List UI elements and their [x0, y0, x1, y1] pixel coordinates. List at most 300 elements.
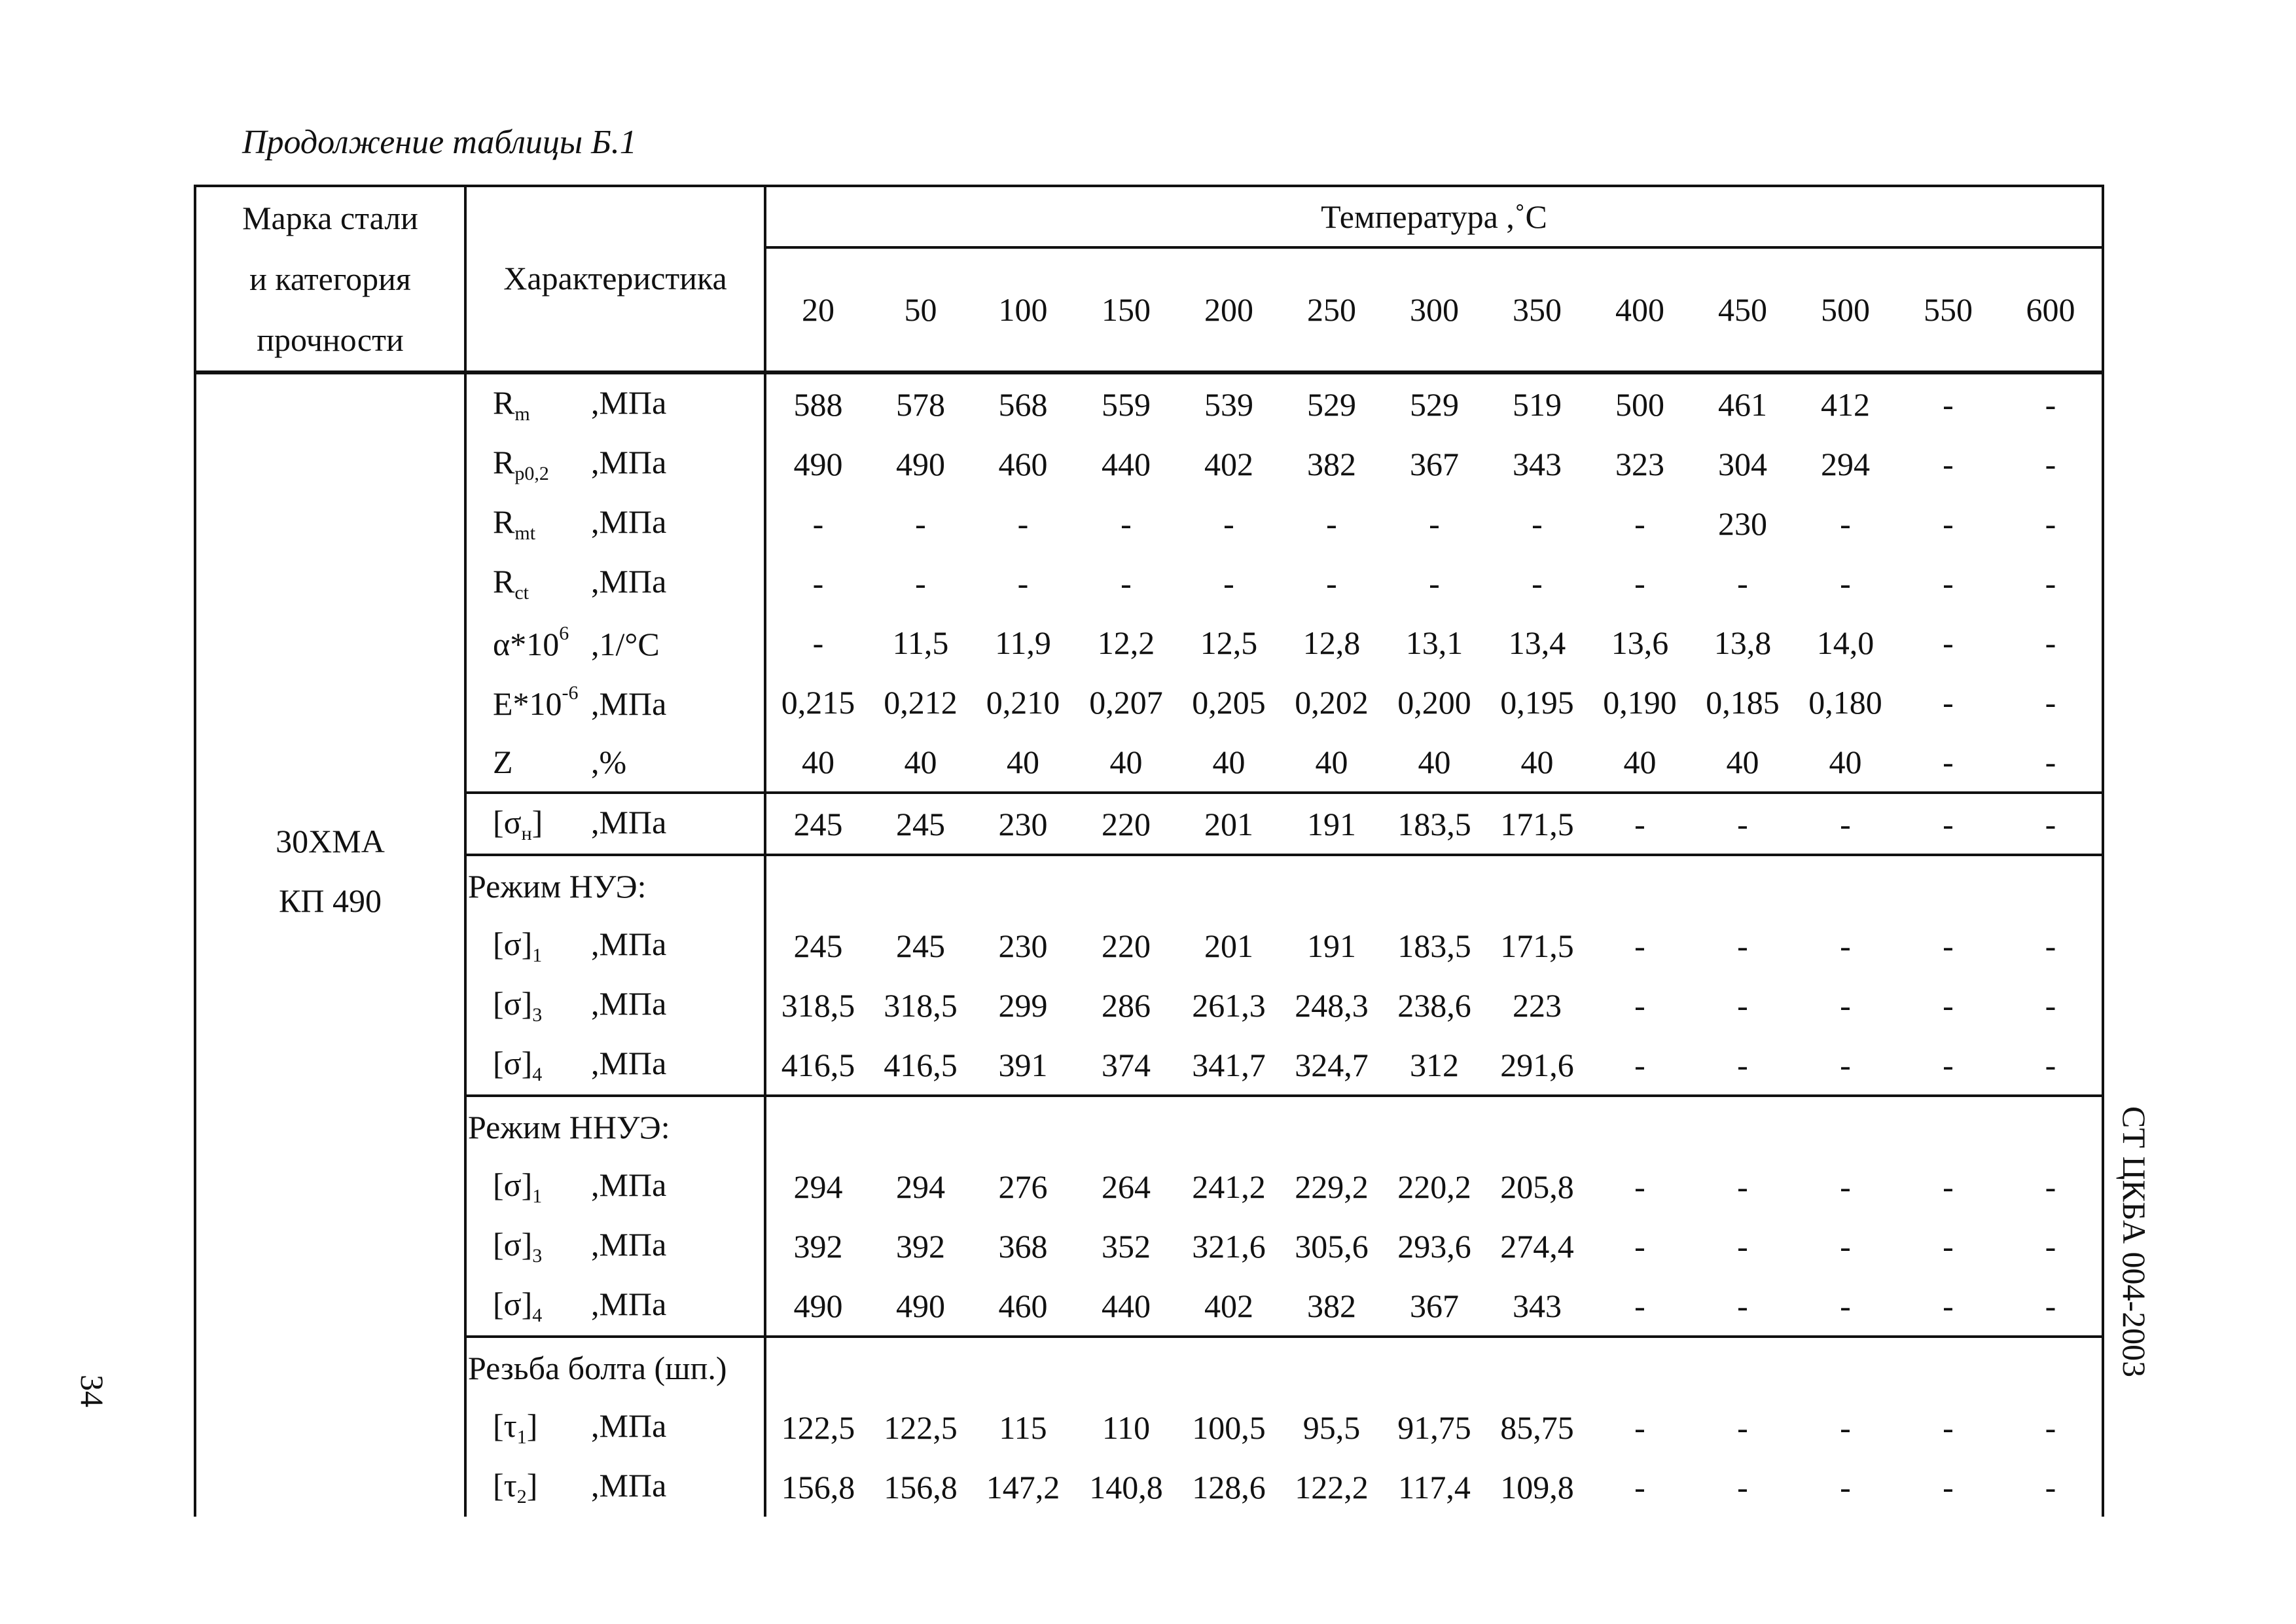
value-cell: -	[1943, 683, 1954, 721]
table-row	[195, 1157, 2103, 1216]
value-cell: 85,75	[1500, 1409, 1574, 1446]
symbol-base: [σ]	[493, 1044, 533, 1081]
value-cell: 440	[1075, 1276, 1177, 1337]
value-cell: 274,4	[1500, 1227, 1574, 1265]
characteristic-cell	[465, 1276, 765, 1337]
value-cell: 304	[1718, 445, 1767, 482]
value-cell: 305,6	[1295, 1227, 1369, 1265]
value-cell: 109,8	[1500, 1468, 1574, 1506]
table-row	[195, 916, 2103, 975]
characteristic-cell	[465, 975, 765, 1035]
value-cell: 312	[1383, 1035, 1486, 1096]
section-row	[195, 1096, 2103, 1157]
value-cell: 539	[1204, 386, 1253, 423]
value-cell: -	[2000, 494, 2103, 553]
value-cell: -	[1634, 564, 1645, 602]
value-cell: -	[2000, 434, 2103, 494]
value-cell: 122,5	[781, 1409, 855, 1446]
value-cell: -	[915, 564, 926, 602]
unit: ,МПа	[591, 443, 667, 480]
value-cell: -	[1943, 1468, 1954, 1506]
value-cell: -	[1840, 1409, 1851, 1446]
value-cell: 13,1	[1405, 624, 1463, 661]
symbol-base: [σ]	[493, 1285, 533, 1322]
unit: ,МПа	[591, 1166, 667, 1203]
table-row	[195, 975, 2103, 1035]
value-cell: 40	[1383, 732, 1486, 793]
value-cell: -	[1588, 1035, 1691, 1096]
value-cell: 245	[765, 793, 870, 855]
value-cell: 367	[1383, 1276, 1486, 1337]
value-cell: -	[1943, 986, 1954, 1024]
value-cell: -	[2000, 613, 2103, 672]
value-cell: 367	[1410, 445, 1459, 482]
value-cell: -	[1737, 564, 1748, 602]
value-cell: -	[1943, 1409, 1954, 1446]
unit: ,МПа	[591, 384, 667, 421]
value-cell: -	[2000, 975, 2103, 1035]
header-characteristic: Характеристика	[465, 186, 765, 372]
symbol-base: α*10	[493, 625, 560, 662]
value-cell: -	[1588, 793, 1691, 855]
value-cell: -	[1737, 1227, 1748, 1265]
value-cell: 223	[1513, 986, 1562, 1024]
value-cell: 11,9	[995, 624, 1051, 661]
value-cell: -	[1326, 505, 1337, 542]
symbol-subscript: 3	[532, 1244, 543, 1267]
header-temp-400: 400	[1588, 247, 1691, 372]
value-cell: 128,6	[1192, 1468, 1266, 1506]
value-cell: -	[1943, 445, 1954, 482]
value-cell: 40	[1280, 732, 1383, 793]
value-cell: 0,210	[986, 683, 1060, 721]
value-cell: 241,2	[1192, 1168, 1266, 1205]
unit: ,МПа	[591, 503, 667, 540]
value-cell: -	[1121, 505, 1132, 542]
symbol-close: ]	[531, 803, 543, 840]
value-cell: -	[812, 564, 824, 602]
value-cell: 460	[998, 445, 1048, 482]
characteristic-cell	[465, 732, 765, 793]
value-cell: 201	[1177, 793, 1280, 855]
value-cell: 245	[870, 793, 971, 855]
value-cell: 352	[1102, 1227, 1151, 1265]
value-cell: -	[1634, 986, 1645, 1024]
value-cell: -	[1634, 927, 1645, 964]
header-brand-line: Марка стали	[242, 199, 418, 236]
unit: ,МПа	[591, 984, 667, 1022]
symbol-close: ]	[526, 1407, 538, 1444]
value-cell: 368	[998, 1227, 1048, 1265]
header-temp-550: 550	[1897, 247, 2000, 372]
value-cell: -	[1943, 624, 1954, 661]
value-cell: -	[915, 505, 926, 542]
value-cell: 201	[1204, 927, 1253, 964]
section-title: Режим ННУЭ:	[465, 1096, 765, 1157]
value-cell: -	[1634, 505, 1645, 542]
value-cell: -	[1326, 564, 1337, 602]
value-cell: -	[2000, 553, 2103, 613]
value-cell: 382	[1280, 1276, 1383, 1337]
symbol-subscript: 1	[532, 944, 543, 966]
header-temp-250: 250	[1280, 247, 1383, 372]
value-cell: 171,5	[1486, 793, 1588, 855]
value-cell: 13,6	[1611, 624, 1669, 661]
value-cell: -	[1943, 505, 1954, 542]
value-cell: 291,6	[1486, 1035, 1588, 1096]
value-cell: -	[1737, 927, 1748, 964]
symbol-base: R	[493, 562, 515, 600]
value-cell: 461	[1718, 386, 1767, 423]
header-temp-300: 300	[1383, 247, 1486, 372]
value-cell: -	[1532, 564, 1543, 602]
value-cell: -	[1691, 1035, 1794, 1096]
steel-category: КП 490	[279, 882, 382, 919]
value-cell: -	[2000, 372, 2103, 434]
value-cell: 299	[998, 986, 1048, 1024]
value-cell: 343	[1513, 445, 1562, 482]
value-cell: 0,202	[1295, 683, 1369, 721]
value-cell: 156,8	[884, 1468, 958, 1506]
steel-brand: 30ХМА	[276, 823, 385, 859]
value-cell: -	[1737, 1468, 1748, 1506]
value-cell: -	[1943, 564, 1954, 602]
symbol-base: [σ]	[493, 925, 533, 962]
value-cell: 11,5	[892, 624, 949, 661]
value-cell: 220,2	[1397, 1168, 1471, 1205]
value-cell: 13,8	[1713, 624, 1772, 661]
value-cell: -	[1634, 1468, 1645, 1506]
value-cell: -	[2000, 732, 2103, 793]
unit: ,МПа	[591, 1285, 667, 1322]
value-cell: 460	[971, 1276, 1075, 1337]
value-cell: -	[1588, 1276, 1691, 1337]
value-cell: 568	[998, 386, 1048, 423]
value-cell: 40	[1588, 732, 1691, 793]
section-title: Резьба болта (шп.)	[465, 1337, 765, 1398]
symbol	[467, 503, 591, 545]
value-cell: 324,7	[1280, 1035, 1383, 1096]
header-brand-line: прочности	[257, 321, 404, 358]
value-cell: -	[1429, 505, 1440, 542]
characteristic-cell	[465, 793, 765, 855]
value-cell: -	[1840, 1468, 1851, 1506]
value-cell: 500	[1615, 386, 1664, 423]
value-cell: 205,8	[1500, 1168, 1574, 1205]
value-cell: -	[2000, 1398, 2103, 1457]
value-cell: 416,5	[870, 1035, 971, 1096]
table-row	[195, 613, 2103, 672]
value-cell: 12,2	[1097, 624, 1155, 661]
value-cell: 40	[1486, 732, 1588, 793]
value-cell: -	[1794, 793, 1897, 855]
value-cell: 321,6	[1192, 1227, 1266, 1265]
value-cell: 245	[793, 927, 843, 964]
symbol-subscript: 2	[516, 1485, 527, 1507]
value-cell: 220	[1102, 927, 1151, 964]
header-temp-450: 450	[1691, 247, 1794, 372]
section-title: Режим НУЭ:	[465, 855, 765, 916]
symbol	[467, 984, 591, 1026]
value-cell: -	[2000, 1157, 2103, 1216]
table-caption: Продолжение таблицы Б.1	[242, 124, 637, 161]
characteristic-cell	[465, 553, 765, 613]
symbol-subscript: 3	[532, 1003, 543, 1026]
symbol-base: R	[493, 443, 515, 480]
value-cell: -	[1737, 1168, 1748, 1205]
symbol	[467, 1466, 591, 1508]
value-cell: 318,5	[781, 986, 855, 1024]
symbol-close: ]	[526, 1466, 538, 1504]
unit: ,МПа	[591, 1044, 667, 1081]
symbol	[467, 443, 591, 485]
value-cell: 229,2	[1295, 1168, 1369, 1205]
value-cell: 147,2	[986, 1468, 1060, 1506]
value-cell: 100,5	[1192, 1409, 1266, 1446]
unit: ,МПа	[591, 1407, 667, 1444]
table-row	[195, 494, 2103, 553]
value-cell: 402	[1177, 1276, 1280, 1337]
section-row	[195, 1337, 2103, 1398]
value-cell: 529	[1410, 386, 1459, 423]
symbol-base: [σ	[493, 803, 522, 840]
symbol-subscript: 4	[532, 1304, 543, 1326]
value-cell: -	[1840, 986, 1851, 1024]
symbol-base: E*10	[493, 685, 562, 722]
value-cell: 117,4	[1398, 1468, 1471, 1506]
table-row	[195, 434, 2103, 494]
table-row	[195, 1457, 2103, 1517]
value-cell: -	[1943, 1168, 1954, 1205]
value-cell: -	[2000, 672, 2103, 732]
value-cell: -	[1634, 1227, 1645, 1265]
symbol	[467, 384, 591, 425]
value-cell: 416,5	[765, 1035, 870, 1096]
value-cell: 294	[1821, 445, 1870, 482]
value-cell: 245	[896, 927, 945, 964]
table-row	[195, 732, 2103, 793]
value-cell: -	[1943, 1227, 1954, 1265]
value-cell: 264	[1102, 1168, 1151, 1205]
page-number: 34	[74, 1375, 111, 1407]
table-row	[195, 372, 2103, 434]
characteristic-cell	[465, 1216, 765, 1276]
value-cell: 412	[1821, 386, 1870, 423]
value-cell: -	[1897, 732, 2000, 793]
value-cell: 183,5	[1397, 927, 1471, 964]
value-cell: 392	[793, 1227, 843, 1265]
symbol-base: [τ	[493, 1407, 517, 1444]
symbol	[467, 1044, 591, 1086]
header-temperature: Температура ,˚С	[765, 186, 2103, 247]
header-brand-line: и категория	[249, 260, 411, 297]
value-cell: 323	[1615, 445, 1664, 482]
value-cell: -	[2000, 1216, 2103, 1276]
symbol-subscript: ct	[514, 581, 529, 604]
value-cell: 559	[1102, 386, 1151, 423]
value-cell: -	[1897, 1276, 2000, 1337]
header-temp-150: 150	[1075, 247, 1177, 372]
value-cell: 0,212	[884, 683, 958, 721]
value-cell: -	[1017, 564, 1029, 602]
value-cell: -	[2000, 916, 2103, 975]
value-cell: 0,200	[1397, 683, 1471, 721]
value-cell: -	[1429, 564, 1440, 602]
value-cell: -	[1943, 927, 1954, 964]
symbol	[467, 803, 591, 845]
properties-table	[194, 185, 2104, 1517]
value-cell: -	[812, 624, 824, 661]
header-brand-cell	[195, 186, 465, 372]
characteristic-cell	[465, 916, 765, 975]
value-cell: 578	[896, 386, 945, 423]
value-cell: 13,4	[1508, 624, 1566, 661]
value-cell: -	[1737, 1409, 1748, 1446]
unit: ,%	[591, 743, 627, 780]
symbol	[467, 1225, 591, 1267]
value-cell: -	[1794, 1035, 1897, 1096]
symbol-base: [σ]	[493, 1166, 533, 1203]
value-cell: 0,185	[1706, 683, 1780, 721]
value-cell: 261,3	[1192, 986, 1266, 1024]
header-temp-100: 100	[971, 247, 1075, 372]
value-cell: 0,195	[1500, 683, 1574, 721]
symbol-base: [σ]	[493, 1225, 533, 1263]
symbol-subscript: н	[521, 822, 532, 844]
symbol-subscript: m	[514, 403, 530, 425]
value-cell: 122,2	[1295, 1468, 1369, 1506]
symbol-base: R	[493, 503, 515, 540]
symbol-subscript: p0,2	[514, 462, 549, 484]
value-cell: 40	[971, 732, 1075, 793]
symbol	[467, 562, 591, 604]
value-cell: 91,75	[1397, 1409, 1471, 1446]
characteristic-cell	[465, 1398, 765, 1457]
value-cell: 171,5	[1500, 927, 1574, 964]
value-cell: -	[1794, 1276, 1897, 1337]
table-row	[195, 1035, 2103, 1096]
unit: ,1/°C	[591, 625, 660, 662]
table-row	[195, 1276, 2103, 1337]
unit: ,МПа	[591, 1225, 667, 1263]
characteristic-cell	[465, 372, 765, 434]
value-cell: 374	[1075, 1035, 1177, 1096]
characteristic-cell	[465, 494, 765, 553]
header-temp-200: 200	[1177, 247, 1280, 372]
value-cell: 40	[870, 732, 971, 793]
value-cell: -	[812, 505, 824, 542]
section-filler	[765, 1096, 2103, 1157]
header-temp-20: 20	[765, 247, 870, 372]
unit: ,МПа	[591, 562, 667, 600]
section-row	[195, 855, 2103, 916]
value-cell: -	[1223, 505, 1234, 542]
value-cell: 156,8	[781, 1468, 855, 1506]
header-temp-500: 500	[1794, 247, 1897, 372]
value-cell: 140,8	[1089, 1468, 1163, 1506]
value-cell: 40	[765, 732, 870, 793]
value-cell: 12,8	[1302, 624, 1361, 661]
value-cell: -	[1223, 564, 1234, 602]
unit: ,МПа	[591, 803, 667, 840]
value-cell: 529	[1307, 386, 1356, 423]
table-row	[195, 1216, 2103, 1276]
symbol-base: Z	[493, 743, 513, 780]
value-cell: -	[2000, 1276, 2103, 1337]
symbol-subscript: 1	[532, 1185, 543, 1207]
symbol-subscript: mt	[514, 522, 536, 544]
value-cell: -	[1840, 1168, 1851, 1205]
value-cell: 391	[971, 1035, 1075, 1096]
symbol-superscript: 6	[559, 622, 569, 644]
unit: ,МПа	[591, 925, 667, 962]
unit: ,МПа	[591, 685, 667, 722]
value-cell: -	[2000, 793, 2103, 855]
symbol-base: [τ	[493, 1466, 517, 1504]
symbol-subscript: 4	[532, 1063, 543, 1085]
value-cell: -	[1840, 927, 1851, 964]
steel-grade-cell	[195, 372, 465, 1517]
value-cell: 382	[1307, 445, 1356, 482]
value-cell: -	[2000, 1457, 2103, 1517]
symbol	[467, 623, 591, 663]
value-cell: 191	[1307, 927, 1356, 964]
value-cell: 230	[971, 793, 1075, 855]
value-cell: 40	[1177, 732, 1280, 793]
table-row	[195, 1398, 2103, 1457]
value-cell: -	[1840, 564, 1851, 602]
value-cell: 110	[1102, 1409, 1151, 1446]
value-cell: 294	[793, 1168, 843, 1205]
section-filler	[765, 855, 2103, 916]
header-temp-600: 600	[2000, 247, 2103, 372]
header-temp-350: 350	[1486, 247, 1588, 372]
value-cell: -	[1634, 1168, 1645, 1205]
characteristic-cell	[465, 672, 765, 732]
value-cell: -	[1017, 505, 1029, 542]
value-cell: -	[2000, 1035, 2103, 1096]
header-temp-50: 50	[870, 247, 971, 372]
value-cell: 238,6	[1397, 986, 1471, 1024]
symbol	[467, 1285, 591, 1327]
unit: ,МПа	[591, 1466, 667, 1504]
value-cell: -	[1691, 1276, 1794, 1337]
value-cell: -	[1840, 1227, 1851, 1265]
value-cell: -	[1897, 1035, 2000, 1096]
value-cell: 276	[998, 1168, 1048, 1205]
characteristic-cell	[465, 1035, 765, 1096]
value-cell: 286	[1102, 986, 1151, 1024]
value-cell: 40	[1691, 732, 1794, 793]
value-cell: 14,0	[1816, 624, 1874, 661]
value-cell: 40	[1075, 732, 1177, 793]
value-cell: 230	[1718, 505, 1767, 542]
value-cell: 191	[1280, 793, 1383, 855]
symbol	[467, 682, 591, 723]
value-cell: 0,190	[1603, 683, 1677, 721]
value-cell: -	[1691, 793, 1794, 855]
value-cell: -	[1897, 793, 2000, 855]
value-cell: 293,6	[1397, 1227, 1471, 1265]
document-code: СТ ЦКБА 004-2003	[2116, 1106, 2153, 1378]
value-cell: 490	[793, 445, 843, 482]
value-cell: 220	[1075, 793, 1177, 855]
symbol-base: R	[493, 384, 515, 421]
value-cell: 402	[1204, 445, 1253, 482]
symbol	[467, 1407, 591, 1449]
value-cell: 0,207	[1089, 683, 1163, 721]
symbol-subscript: 1	[516, 1426, 527, 1448]
